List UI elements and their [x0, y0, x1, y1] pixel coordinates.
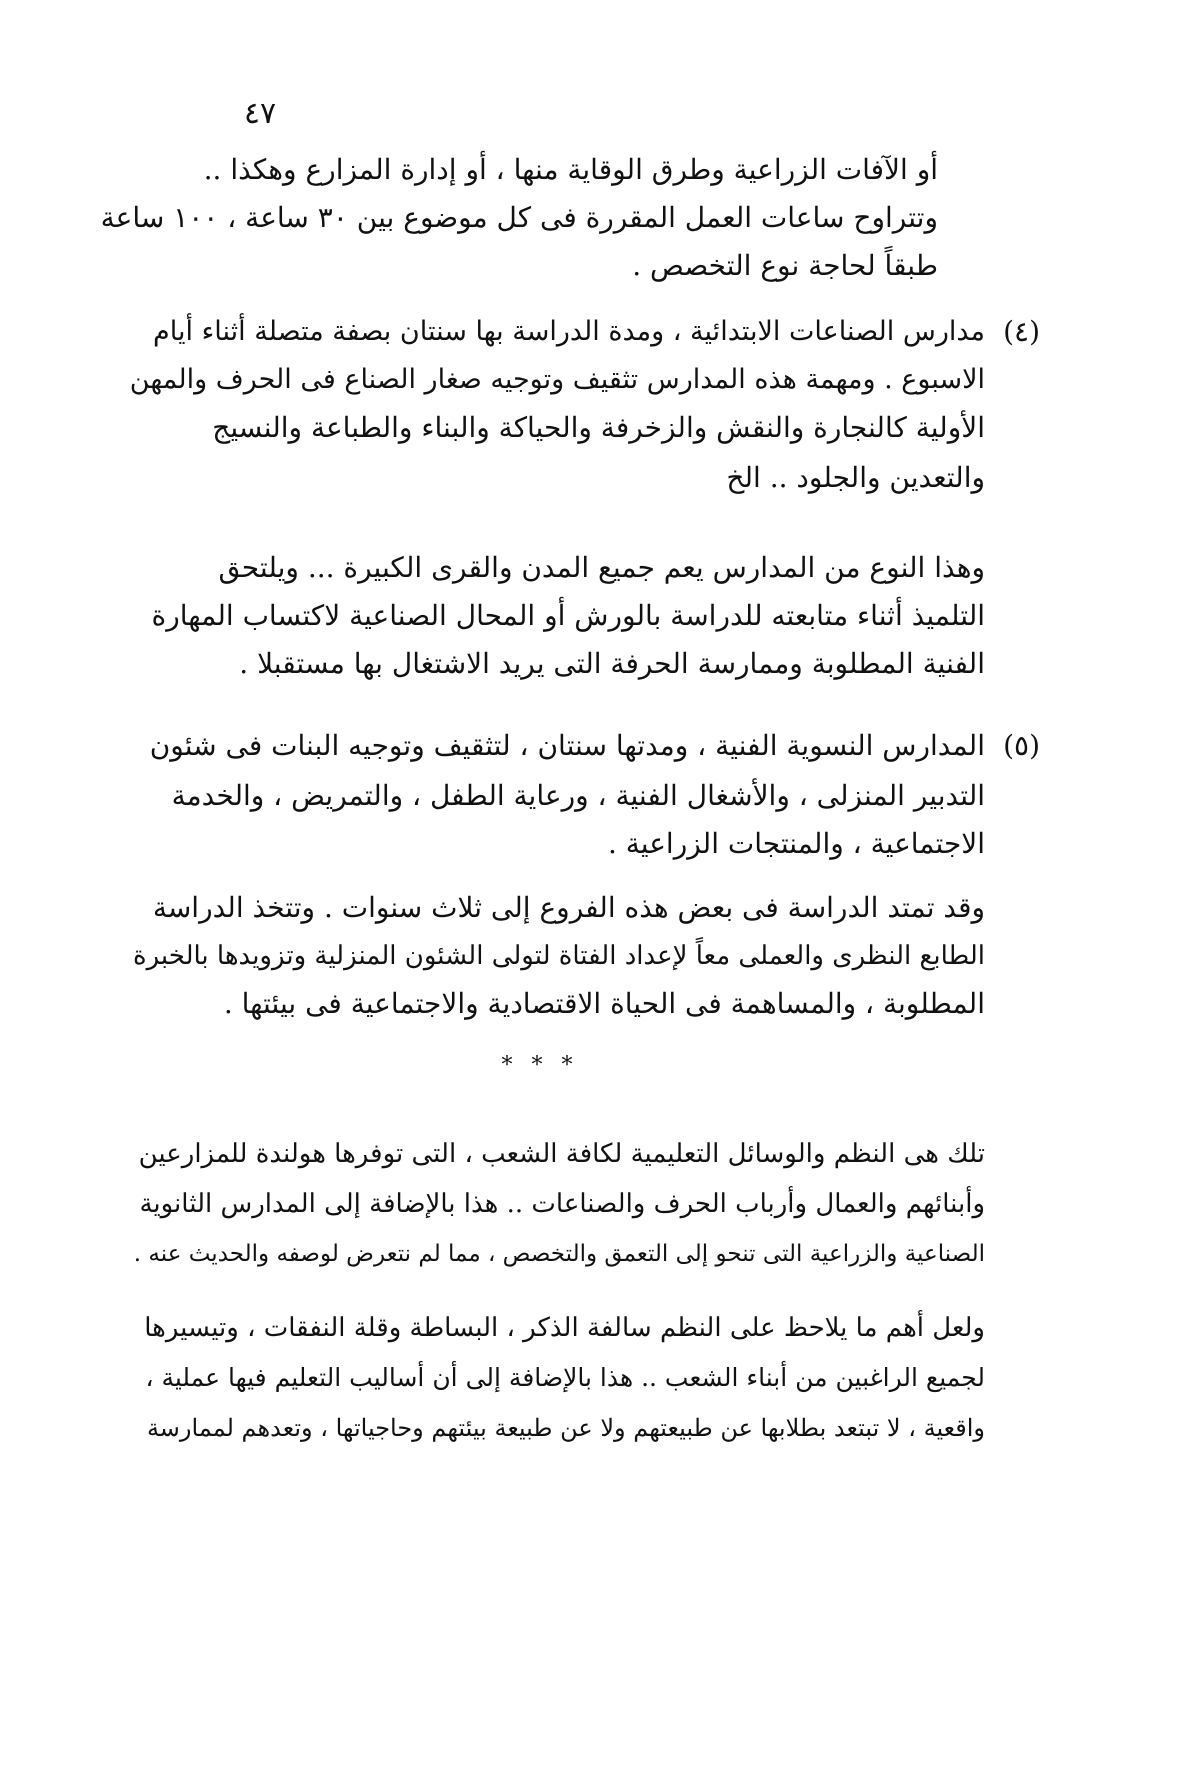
item-4-continuation-line-2: التلميذ أثناء متابعته للدراسة بالورش أو المحال الصناعية لاكتساب المهارة [151, 599, 985, 632]
section-divider: * * * [501, 1053, 579, 1078]
item-5-marker: (٥) [1003, 729, 1040, 762]
item-4-line-3: الأولية كالنجارة والنقش والزخرفة والحياكة والبناء والطباعة والنسيج [212, 411, 985, 444]
closing-paragraph-1-line-3: الصناعية والزراعية التى تنحو إلى التعمق والتخصص ، مما لم نتعرض لوصفه والحديث عنه . [133, 1241, 985, 1267]
item-5-line-2: التدبير المنزلى ، والأشغال الفنية ، ورعاية الطفل ، والتمريض ، والخدمة [171, 779, 985, 812]
item-4-continuation-line-1: وهذا النوع من المدارس يعم جميع المدن والقرى الكبيرة ... ويلتحق [218, 551, 985, 584]
item-4-line-2: الاسبوع . ومهمة هذه المدارس تثقيف وتوجيه صغار الصناع فى الحرف والمهن [129, 364, 985, 395]
item-5-continuation-line-2: الطابع النظرى والعملى معاً لإعداد الفتاة لتولى الشئون المنزلية وتزويدها بالخبرة [132, 941, 985, 971]
item-5-continuation-line-1: وقد تمتد الدراسة فى بعض هذه الفروع إلى ثلاث سنوات . وتتخذ الدراسة [152, 891, 985, 924]
item-4-line-1: مدارس الصناعات الابتدائية ، ومدة الدراسة بها سنتان بصفة متصلة أثناء أيام [153, 316, 985, 347]
item-4-marker: (٤) [1003, 315, 1040, 348]
item-5-continuation-line-3: المطلوبة ، والمساهمة فى الحياة الاقتصادية والاجتماعية فى بيئتها . [223, 987, 985, 1020]
intro-line-1: أو الآفات الزراعية وطرق الوقاية منها ، أو إدارة المزارع وهكذا .. [203, 153, 938, 186]
item-5-line-1: المدارس النسوية الفنية ، ومدتها سنتان ، لتثقيف وتوجيه البنات فى شئون [149, 729, 985, 762]
intro-line-3: طبقاً لحاجة نوع التخصص . [632, 249, 938, 282]
closing-paragraph-1-line-1: تلك هى النظم والوسائل التعليمية لكافة الشعب ، التى توفرها هولندة للمزارعين [138, 1139, 985, 1169]
closing-paragraph-2-line-2: لجميع الراغبين من أبناء الشعب .. هذا بالإضافة إلى أن أساليب التعليم فيها عملية ، [145, 1363, 985, 1392]
item-4-continuation-line-3: الفنية المطلوبة وممارسة الحرفة التى يريد الاشتغال بها مستقبلا . [239, 647, 985, 680]
page-number: ٤٧ [243, 96, 277, 131]
closing-paragraph-2-line-3: واقعية ، لا تبتعد بطلابها عن طبيعتهم ولا عن طبيعة بيئتهم وحاجياتها ، وتعدهم لممارسة [146, 1414, 985, 1442]
intro-line-2: وتتراوح ساعات العمل المقررة فى كل موضوع بين ٣٠ ساعة ، ١٠٠ ساعة [100, 201, 938, 234]
closing-paragraph-1-line-2: وأبنائهم والعمال وأرباب الحرف والصناعات .. هذا بالإضافة إلى المدارس الثانوية [139, 1189, 985, 1219]
item-5-line-3: الاجتماعية ، والمنتجات الزراعية . [607, 827, 985, 860]
closing-paragraph-2-line-1: ولعل أهم ما يلاحظ على النظم سالفة الذكر ، البساطة وقلة النفقات ، وتيسيرها [144, 1313, 985, 1343]
item-4-line-4: والتعدين والجلود .. الخ [726, 461, 985, 494]
